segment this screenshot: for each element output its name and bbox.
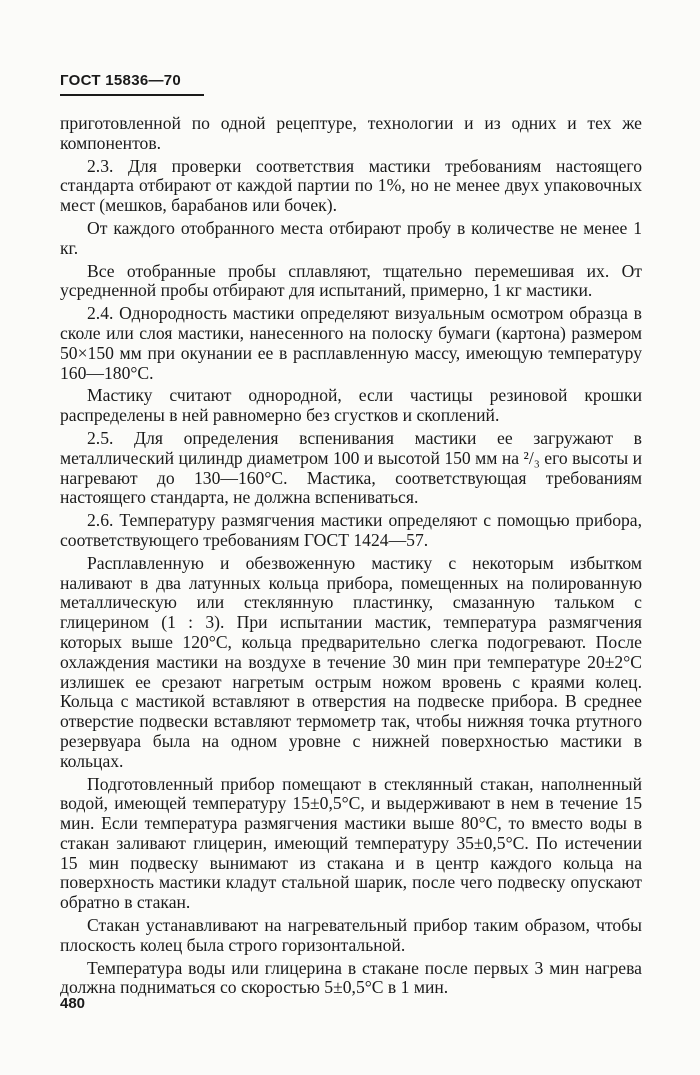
paragraph-beaker-setup: Стакан устанавливают на нагревательный прибор таким образом, чтобы плоскость колец была строго горизонтальной. (60, 915, 642, 955)
body-text (60, 114, 642, 1001)
paragraph-sample-quantity: От каждого отобранного места отбирают пробу в количестве не менее 1 кг. (60, 217, 642, 258)
paragraph-heating-rate: Температура воды или глицерина в стакане после первых 3 мин нагрева должна подниматься со скоростью 5±0,5°С в 1 мин. (60, 957, 642, 998)
paragraph-2-6: 2.6. Температуру размягчения мастики определяют с помощью прибора, соответствующего требованиям ГОСТ 1424—57. (60, 510, 642, 550)
paragraph-sample-melting: Все отобранные пробы сплавляют, тщательно перемешивая их. От усредненной пробы отбирают для испытаний, примерно, 1 кг мастики. (60, 260, 642, 301)
paragraph-homogeneity: Мастику считают однородной, если частицы резиновой крошки распределены в ней равномерно без сгустков и скоплений. (60, 385, 642, 426)
paragraph-ring-filling: Расплавленную и обезвоженную мастику с некоторым избытком наливают в два латунных кольца прибора, помещенных на полированную металлическую или стеклянную пластинку, смазанную тальком с глицерином (1 : 3). При испытании мастик, температура размягчения которых выше 120°С, кольца предварительно слегка подогревают. После охлаждения мастики на воздухе в течение 30 мин при температуре 20±2°С излишек ее срезают нагретым острым ножом вровень с краями колец. Кольца с мастикой вставляют в отверстия на подвеске прибора. В среднее отверстие подвески вставляют термометр так, чтобы нижняя точка ртутного резервуара была на одном уровне с нижней поверхностью мастики в кольцах. (60, 552, 642, 771)
paragraph-2-4: 2.4. Однородность мастики определяют визуальным осмотром образца в сколе или слоя мастики, нанесенного на полоску бумаги (картона) размером 50×150 мм при окунании ее в расплавленную массу, имеющую температуру 160—180°С. (60, 303, 642, 383)
paragraph-device-prep: Подготовленный прибор помещают в стеклянный стакан, наполненный водой, имеющей температуру 15±0,5°С, и выдерживают в нем в течение 15 мин. Если температура размягчения мастики выше 80°С, то вместо воды в стакан заливают глицерин, имеющий температуру 35±0,5°С. По истечении 15 мин подвеску вынимают из стакана и в центр каждого кольца на поверхность мастики кладут стальной шарик, после чего подвеску опускают обратно в стакан. (60, 773, 642, 913)
paragraph-continuation: приготовленной по одной рецептуре, технологии и из одних и тех же компонентов. (60, 113, 642, 153)
paragraph-2-3: 2.3. Для проверки соответствия мастики требованиям настоящего стандарта отбирают от каждой партии по 1%, но не менее двух упаковочных мест (мешков, барабанов или бочек). (60, 155, 642, 216)
paragraph-2-5: 2.5. Для определения вспенивания мастики ее загружают в металлический цилиндр диаметром 100 и высотой 150 мм на ²/₃ его высоты и нагревают до 130—160°С. Мастика, соответствующая требованиям настоящего стандарта, не должна вспениваться. (60, 427, 642, 508)
page-number: 480 (60, 995, 86, 1012)
running-header: ГОСТ 15836—70 (60, 72, 204, 96)
